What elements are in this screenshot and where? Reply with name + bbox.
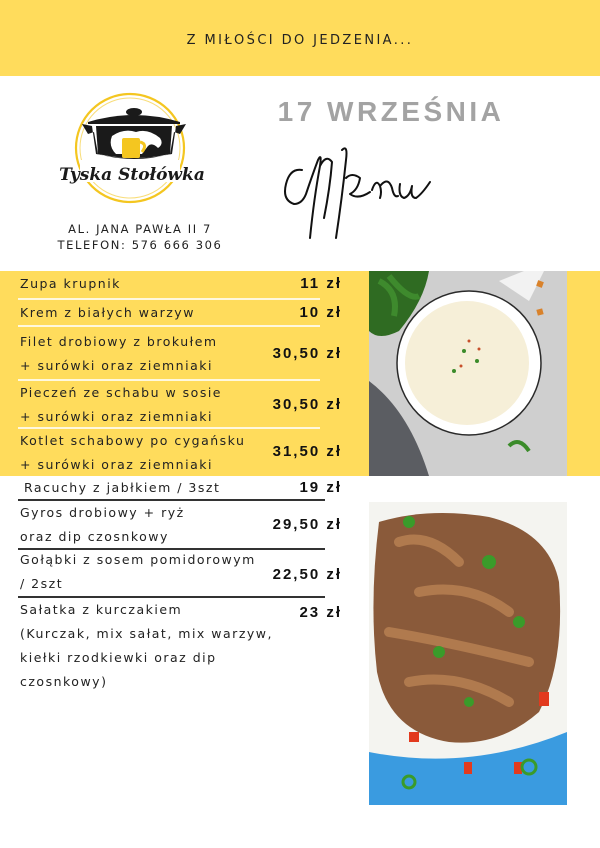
item-subtitle: + surówki oraz ziemniaki	[20, 409, 213, 424]
item-subtitle: + surówki oraz ziemniaki	[20, 358, 213, 373]
item-price: 29,50 zł	[272, 516, 342, 533]
item-name: Sałatka z kurczakiem	[20, 602, 183, 617]
item-subtitle: + surówki oraz ziemniaki	[20, 457, 213, 472]
pot-teapot-cup-icon	[52, 88, 212, 206]
item-price: 23 zł	[299, 604, 342, 621]
item-price: 31,50 zł	[272, 443, 342, 460]
item-name: Kotlet schabowy po cygańsku	[20, 433, 246, 448]
menu-script-title	[280, 138, 450, 250]
item-price: 30,50 zł	[272, 396, 342, 413]
item-subtitle: / 2szt	[20, 576, 64, 591]
menu-item	[20, 598, 350, 694]
item-price: 19 zł	[299, 479, 342, 496]
soup-photo	[369, 271, 567, 476]
menu-item	[24, 476, 350, 500]
item-description: (Kurczak, mix sałat, mix warzyw,	[20, 626, 273, 641]
gyros-photo	[369, 502, 567, 805]
item-name: Zupa krupnik	[20, 276, 121, 291]
item-description: czosnkowy)	[20, 674, 108, 689]
item-price: 11 zł	[300, 275, 342, 292]
phone: TELEFON: 576 666 306	[57, 238, 223, 252]
menu-item	[20, 301, 350, 325]
restaurant-logo	[52, 88, 212, 206]
item-description: kiełki rzodkiewki oraz dip	[20, 650, 217, 665]
menu-item	[20, 548, 350, 596]
item-name: Pieczeń ze schabu w sosie	[20, 385, 223, 400]
item-name: Filet drobiowy z brokułem	[20, 334, 218, 349]
item-name: Gołąbki z sosem pomidorowym	[20, 552, 256, 567]
item-name: Krem z białych warzyw	[20, 305, 195, 320]
item-name: Gyros drobiowy + ryż	[20, 505, 185, 520]
menu-item	[20, 330, 350, 378]
menu-item	[20, 501, 350, 549]
menu-date: 17 WRZEŚNIA	[277, 96, 505, 127]
menu-item	[20, 272, 350, 296]
divider	[18, 325, 320, 327]
item-name: Racuchy z jabłkiem / 3szt	[24, 480, 221, 495]
divider	[18, 298, 320, 300]
address: AL. JANA PAWŁA II 7	[68, 222, 212, 236]
menu-item	[20, 429, 350, 477]
item-subtitle: oraz dip czosnkowy	[20, 529, 169, 544]
item-price: 10 zł	[299, 304, 342, 321]
tagline: Z MIŁOŚCI DO JEDZENIA...	[186, 33, 414, 48]
item-price: 22,50 zł	[272, 566, 342, 583]
brand-name: Tyska Stołówka	[59, 165, 205, 185]
menu-item	[20, 381, 350, 429]
item-price: 30,50 zł	[272, 345, 342, 362]
